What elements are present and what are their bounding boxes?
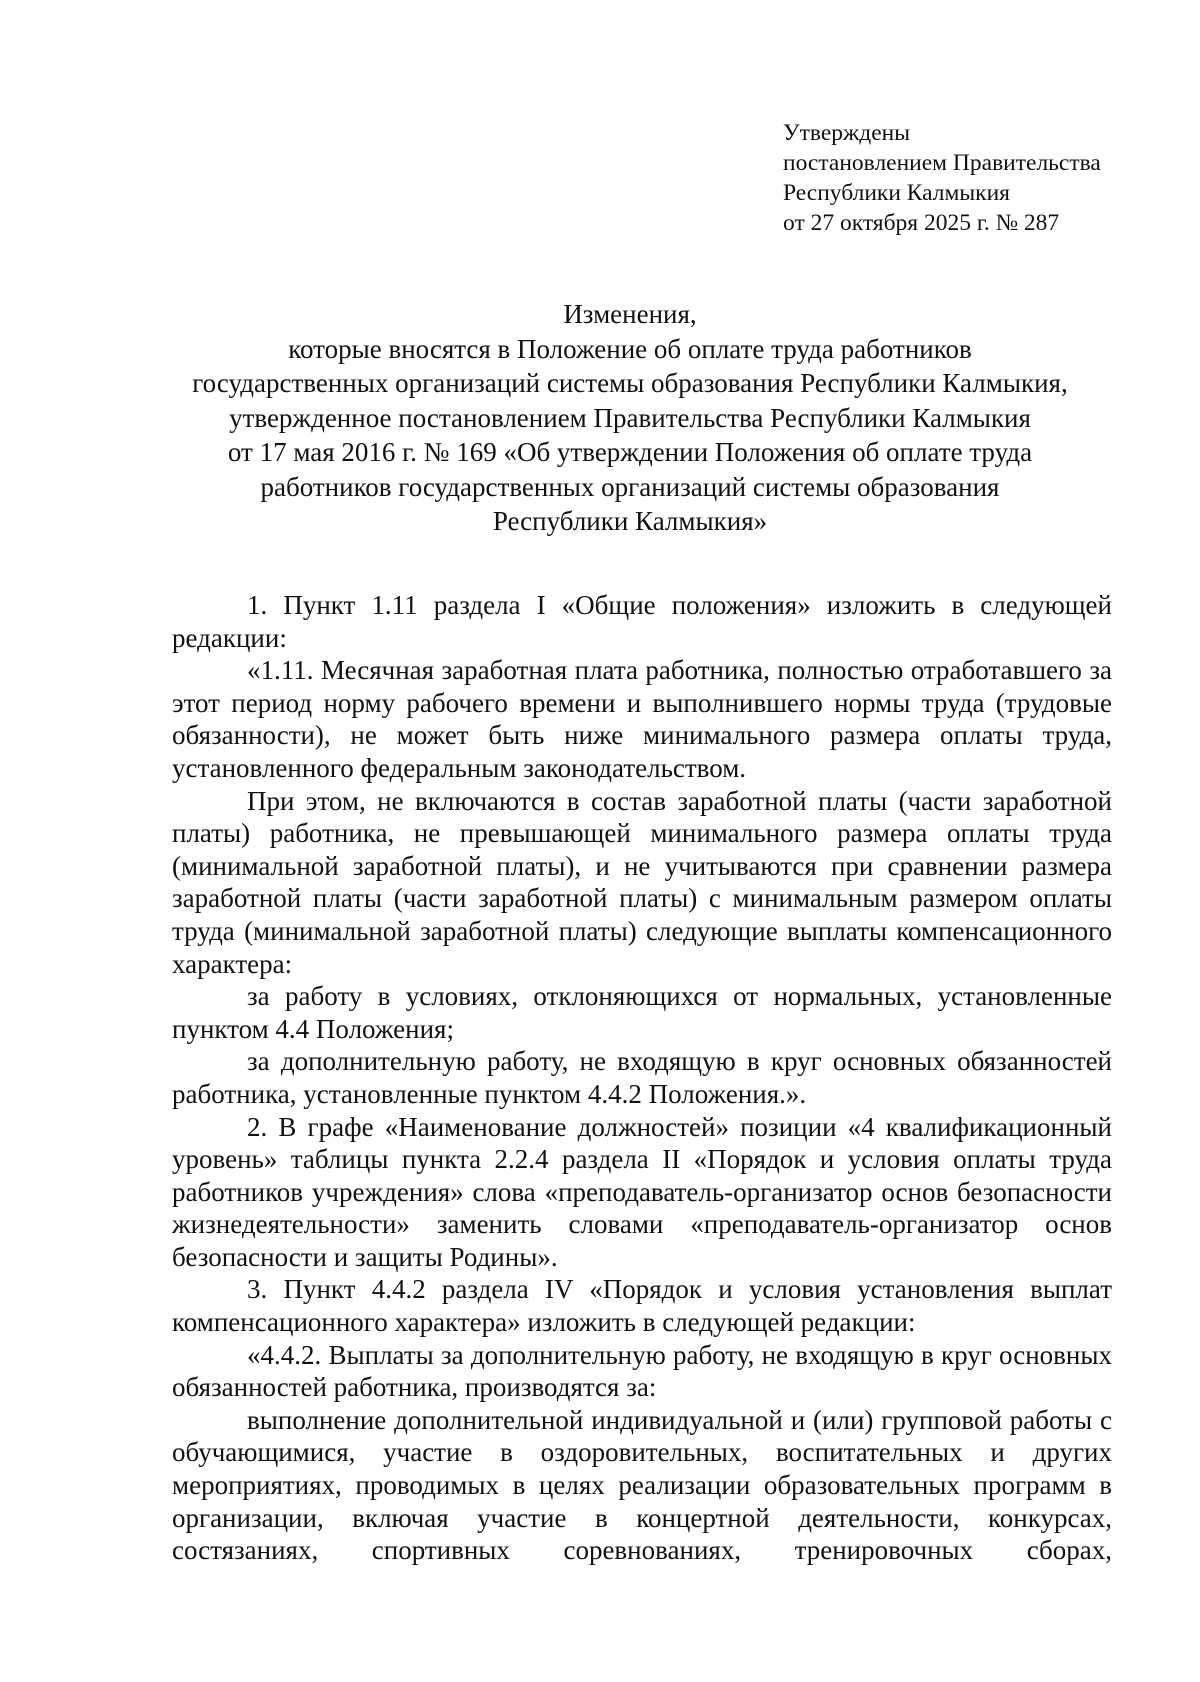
document-body <box>172 589 1112 1567</box>
paragraph: за работу в условиях, отклоняющихся от нормальных, установленные пунктом 4.4 Положения; <box>172 981 1112 1044</box>
paragraph: «1.11. Месячная заработная плата работника, полностью отработавшего за этот период норму рабочего времени и выполнившего нормы труда (трудовые обязанности), не может быть ниже минимального размера оплаты труда, установленного федеральным законодательством. <box>172 655 1112 783</box>
approval-line: от 27 октября 2025 г. № 287 <box>783 210 1060 236</box>
title-line: которые вносятся в Положение об оплате труда работников <box>288 333 972 364</box>
paragraph: за дополнительную работу, не входящую в круг основных обязанностей работника, установленные пунктом 4.4.2 Положения.». <box>172 1046 1112 1109</box>
title-line: утвержденное постановлением Правительства Республики Калмыкия <box>229 402 1031 433</box>
paragraph: 1. Пункт 1.11 раздела I «Общие положения» изложить в следующей редакции: <box>172 590 1112 653</box>
title-line: от 17 мая 2016 г. № 169 «Об утверждении Положения об оплате труда <box>227 437 1033 467</box>
paragraph: 2. В графе «Наименование должностей» позиции «4 квалификационный уровень» таблицы пункта 2.2.4 раздела II «Порядок и условия оплаты труда работников учреждения» слова «преподаватель-организатор основ безопасности жизнедеятельности» заменить словами «преподаватель-организатор основ безопасности и защиты Родины». <box>172 1111 1112 1272</box>
document-title <box>150 297 1110 539</box>
approval-line: постановлением Правительства <box>783 150 1101 176</box>
approval-block <box>783 118 1163 238</box>
paragraph: «4.4.2. Выплаты за дополнительную работу, не входящую в круг основных обязанностей работника, производятся за: <box>172 1339 1112 1403</box>
approval-line: Утверждены <box>783 120 911 146</box>
title-line: работников государственных организаций системы образования <box>260 471 1000 502</box>
title-line: Изменения, <box>563 299 697 329</box>
paragraph: 3. Пункт 4.4.2 раздела IV «Порядок и условия установления выплат компенсационного характера» изложить в следующей редакции: <box>172 1274 1112 1338</box>
title-line: Республики Калмыкия» <box>492 506 768 536</box>
paragraph: При этом, не включаются в состав заработной платы (части заработной платы) работника, не превышающей минимального размера оплаты труда (минимальной заработной платы), и не учитываются при сравнении размера заработной платы (части заработной платы) с минимальным размером оплаты труда (минимальной заработной платы) следующие выплаты компенсационного характера: <box>172 785 1112 979</box>
approval-line: Республики Калмыкия <box>783 180 1010 206</box>
paragraph: выполнение дополнительной индивидуальной и (или) групповой работы с обучающимися, участие в оздоровительных, воспитательных и других мероприятиях, проводимых в целях реализации образовательных программ в организации, включая участие в концертной деятельности, конкурсах, состязаниях, спортивных соревнованиях, тренировочных сборах, <box>172 1404 1112 1566</box>
title-line: государственных организаций системы образования Республики Калмыкия, <box>192 368 1068 398</box>
